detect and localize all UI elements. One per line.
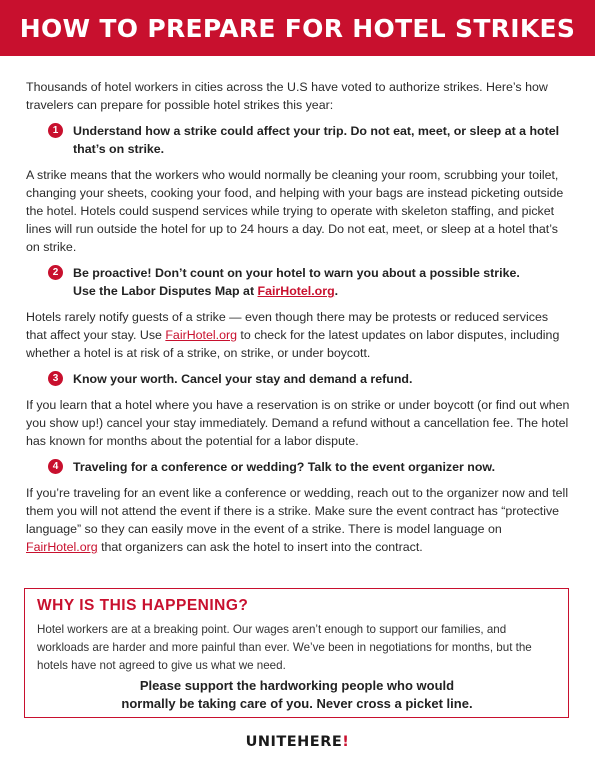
step-2-body-text: Hotels rarely notify guests of a strike — even though there may be protests or reduced services that affect your stay. Use — [26, 310, 549, 342]
step-1-body: A strike means that the workers who would normally be cleaning your room, scrubbing your toilet, changing your sheets, cooking your food, and helping with your bags are instead picketing outside the hotel. Hotels could suspend services while trying to operate with skeleton staffing, and picket lines will run outside the hotel for up to 24 hours a day. Do not eat, meet, or sleep at a hotel that’s on strike. — [26, 168, 564, 254]
step-4-heading-text: Traveling for a conference or wedding? Talk to the event organizer now. — [73, 460, 496, 474]
page-title-banner — [0, 0, 595, 56]
step-number-badge: 1 — [48, 123, 63, 138]
step-3-heading-text: Know your worth. Cancel your stay and demand a refund. — [73, 372, 413, 386]
step-4-body — [26, 484, 570, 556]
logo-here: HERE — [297, 734, 343, 750]
step-2-body — [26, 308, 570, 362]
heading-period: . — [334, 284, 339, 298]
fairhotel-link[interactable]: FairHotel.org — [165, 328, 237, 342]
why-call-to-action — [37, 677, 557, 713]
step-3-heading — [48, 370, 570, 388]
step-1-heading-line1: Understand how a strike could affect your trip. Do not eat, meet, or sleep at a hotel — [73, 124, 560, 138]
fairhotel-link[interactable]: FairHotel.org — [257, 284, 335, 298]
cta-line-1: Please support the hardworking people who would — [139, 678, 455, 693]
step-number-badge: 2 — [48, 265, 63, 280]
main-content — [26, 78, 570, 564]
step-4-body-text-end: that organizers can ask the hotel to insert into the contract. — [97, 540, 423, 554]
logo-unite: UNITE — [245, 734, 298, 750]
step-2-heading-line1: Be proactive! Don’t count on your hotel to warn you about a possible strike. — [73, 266, 520, 280]
step-number-badge: 3 — [48, 371, 63, 386]
why-body: Hotel workers are at a breaking point. Our wages aren’t enough to support our families, and workloads are harder and more painful than ever. We’ve been in negotiations for months, but the hotels have not agreed to give us what we need. — [37, 623, 532, 672]
step-3-body: If you learn that a hotel where you have a reservation is on strike or under boycott (or find out when you show up!) cancel your stay immediately. Demand a refund without a cancellation fee. The hotel has known for months about the potential for a labor dispute. — [26, 398, 570, 448]
step-4-heading — [48, 458, 570, 476]
intro-paragraph: Thousands of hotel workers in cities across the U.S have voted to authorize strikes. Here’s how travelers can prepare for possible hotel strikes this year: — [26, 80, 548, 112]
step-number-badge: 4 — [48, 459, 63, 474]
unitehere-logo — [0, 734, 595, 750]
step-1-heading-line2: that’s on strike. — [73, 142, 165, 156]
cta-line-2: normally be taking care of you. Never cross a picket line. — [121, 696, 473, 711]
fairhotel-link[interactable]: FairHotel.org — [26, 540, 98, 554]
logo-exclamation: ! — [342, 734, 350, 750]
step-4-body-text: If you’re traveling for an event like a conference or wedding, reach out to the organizer now and tell them you will not attend the event if there is a strike. Make sure the event contract has “protective language” so they can easily move in the event of a strike. There is model language on — [26, 486, 569, 536]
step-1-heading — [48, 122, 570, 158]
step-2-body-text-end: to check for the latest updates on labor disputes, including whether a hotel is at risk of a strike, on strike, or under boycott. — [26, 328, 560, 360]
why-box — [24, 588, 569, 718]
step-2-heading-line2: Use the Labor Disputes Map at — [73, 284, 258, 298]
why-title: WHY IS THIS HAPPENING? — [37, 597, 249, 614]
step-2-heading — [48, 264, 570, 300]
page-title: HOW TO PREPARE FOR HOTEL STRIKES — [19, 13, 576, 43]
